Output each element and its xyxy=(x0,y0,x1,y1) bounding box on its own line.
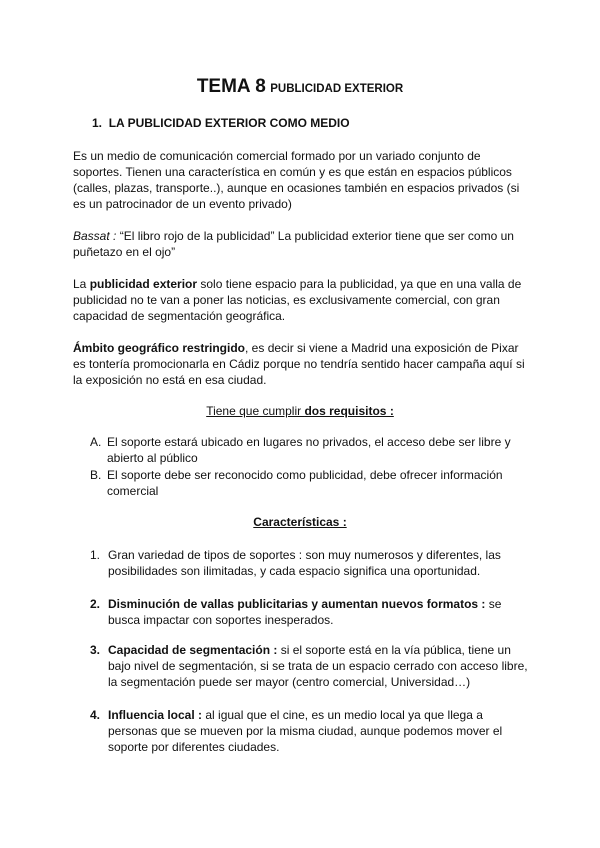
quote-text: “El libro rojo de la publicidad” La publicidad exterior tiene que ser como un puñetazo en el ojo” xyxy=(73,229,514,259)
list-item-text: Gran variedad de tipos de soportes : son muy numerosos y diferentes, las posibilidades son ilimitadas, y cada espacio significa una oportunidad. xyxy=(108,548,501,578)
requisitos-heading-pre: Tiene que cumplir xyxy=(206,404,305,418)
publicidad-rest: solo tiene espacio para la publicidad, ya que en una valla de publicidad no te van a poner las noticias, es exclusivamente comercial, con gran capacidad de segmentación geográfica. xyxy=(73,277,522,323)
list-marker: 3. xyxy=(90,643,101,657)
title-main: TEMA 8 xyxy=(196,76,266,97)
ambito-rest: , es decir si viene a Madrid una exposición de Pixar es tontería promocionarla en Cádiz porque no tendría sentido hacer campaña aquí si la exposición no está en esa ciudad. xyxy=(73,341,525,387)
publicidad-bold: publicidad exterior xyxy=(89,277,198,291)
ambito-paragraph xyxy=(73,340,533,388)
section-heading-text: LA PUBLICIDAD EXTERIOR COMO MEDIO xyxy=(108,116,350,130)
caracteristicas-heading: Características : xyxy=(253,515,347,529)
ambito-bold: Ámbito geográfico restringido xyxy=(73,341,246,355)
list-marker: 2. xyxy=(90,597,101,611)
list-item-text: El soporte debe ser reconocido como publicidad, debe ofrecer información comercial xyxy=(107,468,503,498)
list-marker: 1. xyxy=(90,548,101,562)
list-item xyxy=(90,642,530,690)
list-item xyxy=(90,547,530,579)
list-item-bold: Influencia local : xyxy=(108,708,203,722)
list-marker: B. xyxy=(90,468,102,482)
list-item xyxy=(90,596,530,628)
publicidad-paragraph xyxy=(73,276,533,324)
requisitos-heading xyxy=(0,404,600,418)
list-item-bold: Capacidad de segmentación : xyxy=(108,643,278,657)
list-marker: 4. xyxy=(90,708,101,722)
list-item-bold: Disminución de vallas publicitarias y aumentan nuevos formatos : xyxy=(108,597,486,611)
list-item-text: El soporte estará ubicado en lugares no privados, el acceso debe ser libre y abierto al público xyxy=(107,435,511,465)
list-item xyxy=(90,707,530,755)
list-item xyxy=(90,434,520,466)
quote-paragraph xyxy=(73,228,533,260)
intro-paragraph: Es un medio de comunicación comercial formado por un variado conjunto de soportes. Tienen una característica en común y es que están en espacios públicos (calles, plazas, transporte..), aunque en ocasiones también en espacios privados (si es un patrocinador de un evento privado) xyxy=(73,149,520,211)
publicidad-pre: La xyxy=(73,277,90,291)
list-item-text: si el soporte está en la vía pública, tiene un bajo nivel de segmentación, si se trata de un espacio cerrado con acceso libre, la segmentación puede ser mayor (centro comercial, Universidad…) xyxy=(108,643,528,689)
page-title xyxy=(0,76,600,98)
list-item-text: al igual que el cine, es un medio local ya que llega a personas que se mueven por la misma ciudad, aunque podemos mover el soporte por diferentes ciudades. xyxy=(108,708,503,754)
quote-author: Bassat : xyxy=(73,229,117,243)
section-heading xyxy=(92,116,350,130)
section-number: 1. xyxy=(92,116,103,130)
title-sub: PUBLICIDAD EXTERIOR xyxy=(270,83,404,95)
list-item xyxy=(90,467,520,499)
list-marker: A. xyxy=(90,435,102,449)
requisitos-heading-bold: dos requisitos : xyxy=(304,404,394,418)
list-item-text: se busca impactar con soportes inesperados. xyxy=(108,597,502,627)
